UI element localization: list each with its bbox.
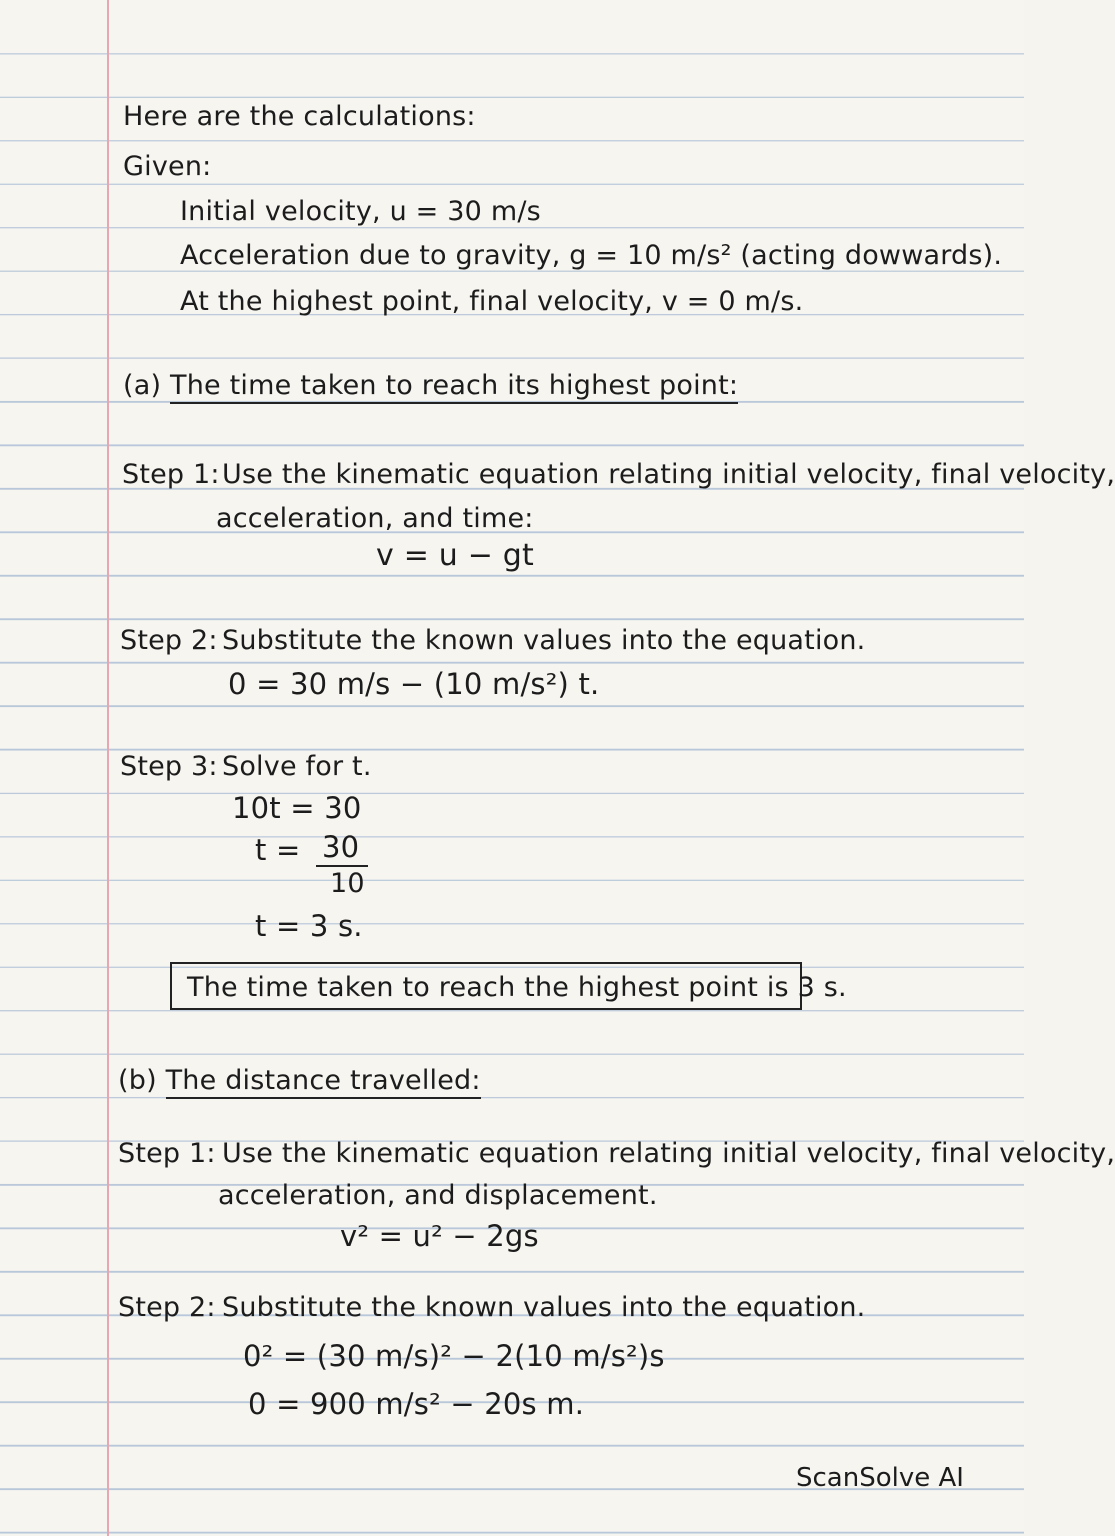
given-line-2: Acceleration due to gravity, g = 10 m/s² (acting dowwards).	[180, 240, 1003, 271]
part-b-heading	[118, 1065, 481, 1097]
a-step3-label: Step 3:	[120, 751, 218, 782]
part-a-label: (a)	[123, 370, 162, 401]
a-step1-label: Step 1:	[122, 459, 220, 490]
a-step3-line1: 10t = 30	[232, 791, 362, 825]
b-step2-text: Substitute the known values into the equation.	[222, 1292, 866, 1323]
a-step3-text: Solve for t.	[222, 751, 372, 782]
a-step1-text1: Use the kinematic equation relating initial velocity, final velocity,	[222, 459, 1115, 490]
a-step1-text2: acceleration, and time:	[216, 503, 534, 534]
b-step1-equation: v² = u² − 2gs	[340, 1219, 539, 1253]
given-line-3: At the highest point, final velocity, v = 0 m/s.	[180, 286, 804, 317]
a-step3-line2-numerator: 30	[322, 830, 360, 864]
b-step1-text1: Use the kinematic equation relating initial velocity, final velocity,	[222, 1138, 1115, 1169]
a-step2-text: Substitute the known values into the equation.	[222, 625, 866, 656]
a-step3-line2-lhs: t =	[255, 833, 301, 867]
a-step2-equation: 0 = 30 m/s − (10 m/s²) t.	[228, 667, 600, 701]
part-b-title: The distance travelled:	[166, 1065, 481, 1099]
margin-line	[107, 0, 109, 1536]
b-step2-label: Step 2:	[118, 1292, 216, 1323]
a-step2-label: Step 2:	[120, 625, 218, 656]
given-line-1: Initial velocity, u = 30 m/s	[180, 196, 541, 227]
b-step1-text2: acceleration, and displacement.	[218, 1180, 658, 1211]
part-a-heading	[123, 370, 738, 402]
part-a-title: The time taken to reach its highest point:	[170, 370, 738, 404]
intro-text: Here are the calculations:	[123, 101, 476, 132]
answer-a-text: The time taken to reach the highest point is 3 s.	[187, 972, 847, 1003]
a-step1-equation: v = u − gt	[376, 538, 534, 573]
footer-brand: ScanSolve AI	[796, 1463, 964, 1493]
a-step3-line3: t = 3 s.	[255, 909, 363, 943]
b-step2-equation2: 0 = 900 m/s² − 20s m.	[248, 1387, 585, 1421]
part-b-label: (b)	[118, 1065, 157, 1096]
b-step1-label: Step 1:	[118, 1138, 216, 1169]
given-label: Given:	[123, 151, 212, 182]
fraction-bar	[316, 865, 368, 867]
b-step2-equation1: 0² = (30 m/s)² − 2(10 m/s²)s	[243, 1339, 665, 1373]
a-step3-line2-denominator: 10	[330, 868, 365, 899]
